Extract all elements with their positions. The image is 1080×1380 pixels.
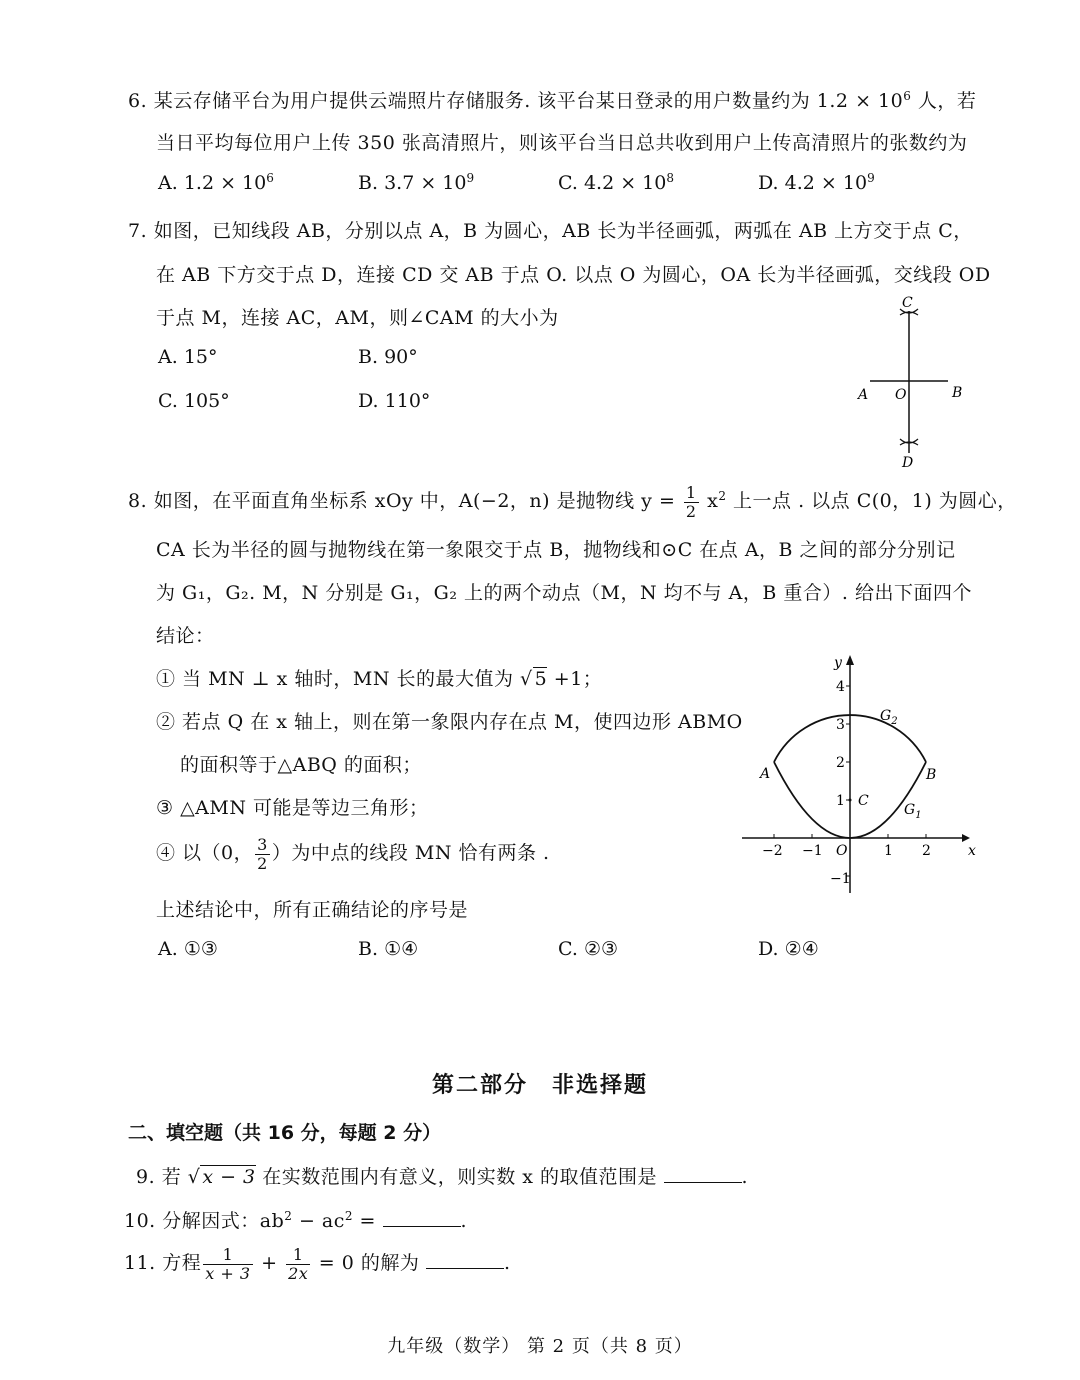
point-a-label: A: [760, 766, 771, 782]
q11-line: 11. 方程 $\frac{1}{x + 3}$ + $\frac{1}{2x}$ = 0 的解为 .: [124, 1245, 511, 1283]
q8-option-a: A. ①③: [158, 938, 218, 960]
g1-label: $G_1$: [904, 802, 922, 821]
part2-title: 第二部分 非选择题: [431, 1073, 648, 1098]
q8-number: 8.: [128, 490, 148, 513]
section-fill-in: 二、填空题（共 16 分，每题 2 分）: [128, 1122, 442, 1144]
center-c-dot: [849, 799, 852, 802]
q6-option-a: A. $1.2 \times 10^6$: [158, 171, 274, 194]
x-tick-1: 1: [884, 843, 893, 859]
q8-conclusion-4: ④ 以（0， $\frac{3}{2}$ ）为中点的线段 MN 恰有两条 .: [156, 835, 550, 873]
q7-line3: 于点 M，连接 AC，AM，则∠CAM 的大小为: [156, 307, 559, 329]
label-d: D: [902, 455, 914, 471]
q7-option-c: C. 105°: [158, 390, 230, 412]
q6-number: 6.: [128, 90, 148, 112]
x-axis-label: x: [968, 843, 976, 859]
x-tick-neg2: −2: [762, 843, 783, 859]
q7-option-a: A. 15°: [158, 346, 218, 368]
point-b-label: B: [926, 767, 937, 783]
q8-c4-fraction: $\frac{3}{2}$: [257, 835, 268, 873]
q8-line4: 结论：: [156, 625, 215, 647]
q11-fraction-2: $\frac{1}{2x}$: [288, 1245, 309, 1283]
q8-line2: CA 长为半径的圆与抛物线在第一象限交于点 B，抛物线和⊙C 在点 A，B 之间的部分分别记: [156, 539, 956, 561]
q10-number: 10.: [124, 1210, 156, 1232]
q11-answer-blank[interactable]: [426, 1250, 504, 1269]
y-tick-1: 1: [836, 793, 845, 809]
x-tick-neg1: −1: [802, 843, 823, 859]
q6-option-b: B. $3.7 \times 10^9$: [358, 171, 475, 194]
q9-answer-blank[interactable]: [664, 1164, 742, 1183]
q8-option-d: D. ②④: [758, 938, 819, 960]
q8-option-c: C. ②③: [558, 938, 619, 960]
q10-answer-blank[interactable]: [383, 1208, 461, 1227]
x-tick-2: 2: [922, 843, 931, 859]
q7-figure: [850, 295, 970, 475]
origin-label: O: [836, 843, 848, 859]
q7-option-b: B. 90°: [358, 346, 418, 368]
q8-line3: 为 G₁，G₂. M，N 分别是 G₁，G₂ 上的两个动点（M，N 均不与 A，B 重合）. 给出下面四个: [156, 582, 972, 604]
q7-line2: 在 AB 下方交于点 D，连接 CD 交 AB 于点 O. 以点 O 为圆心，OA 长为半径画弧，交线段 OD: [156, 264, 991, 286]
q6-exp: 6: [903, 89, 912, 103]
y-tick-neg1: −1: [830, 871, 851, 887]
q9-line: 9. 若 √ x − 3 在实数范围内有意义，则实数 x 的取值范围是 .: [136, 1166, 749, 1188]
q8-conclusion-1: ① 当 MN ⊥ x 轴时，MN 长的最大值为 √ 5 +1；: [156, 668, 603, 690]
q11-fraction-1: $\frac{1}{x + 3}$: [205, 1245, 251, 1283]
label-a: A: [858, 387, 869, 403]
q8-conclusion-2b: 的面积等于△ABQ 的面积；: [180, 754, 422, 776]
y-tick-2: 2: [836, 755, 845, 771]
g2-label: $G_2$: [880, 708, 898, 727]
q8-conclusion-3: ③ △AMN 可能是等边三角形；: [156, 797, 429, 819]
q7-option-d: D. 110°: [358, 390, 431, 412]
q6-text-a: 某云存储平台为用户提供云端照片存储服务. 该平台某日登录的用户数量约为 1.2 × 10: [153, 90, 904, 112]
q7-number: 7.: [128, 220, 148, 242]
page-footer: 九年级（数学） 第 2 页（共 8 页）: [387, 1336, 693, 1357]
point-c-label: C: [858, 793, 869, 809]
label-o: O: [895, 387, 907, 403]
y-tick-4: 4: [836, 679, 845, 695]
label-b: B: [952, 385, 963, 401]
q6-option-c: C. $4.2 \times 10^8$: [558, 171, 674, 194]
y-axis-arrow: [846, 655, 854, 665]
q7-line1: 7. 如图，已知线段 AB，分别以点 A，B 为圆心，AB 长为半径画弧，两弧在 AB 上方交于点 C，: [128, 220, 973, 242]
y-axis-label: y: [834, 655, 842, 671]
q8-fraction: $\frac{1}{2}$: [685, 483, 697, 521]
q6-line1: [128, 86, 976, 113]
q6-option-d: D. $4.2 \times 10^9$: [758, 171, 875, 194]
q8-option-b: B. ①④: [358, 938, 419, 960]
q8-line1: 8. 如图，在平面直角坐标系 xOy 中，A(−2，n) 是抛物线 y = $\frac{1}{2}$ $x^2$ 上一点 . 以点 C(0，1) 为圆心，: [128, 483, 1017, 521]
q11-number: 11.: [124, 1252, 156, 1275]
q8-prompt: 上述结论中，所有正确结论的序号是: [156, 899, 469, 921]
q9-number: 9.: [136, 1166, 156, 1188]
y-tick-3: 3: [836, 717, 845, 733]
q10-line: 10. 分解因式：$ab^2 - ac^2$ = .: [124, 1209, 468, 1232]
label-c: C: [902, 295, 913, 311]
q6-line2: 当日平均每位用户上传 350 张高清照片，则该平台当日总共收到用户上传高清照片的张数约为: [156, 132, 968, 154]
q8-conclusion-2a: ② 若点 Q 在 x 轴上，则在第一象限内存在点 M，使四边形 ABMO: [156, 711, 743, 733]
q8-graph: [730, 593, 980, 903]
q6-text-b: 人，若: [911, 90, 977, 112]
x-axis-arrow: [962, 834, 970, 842]
